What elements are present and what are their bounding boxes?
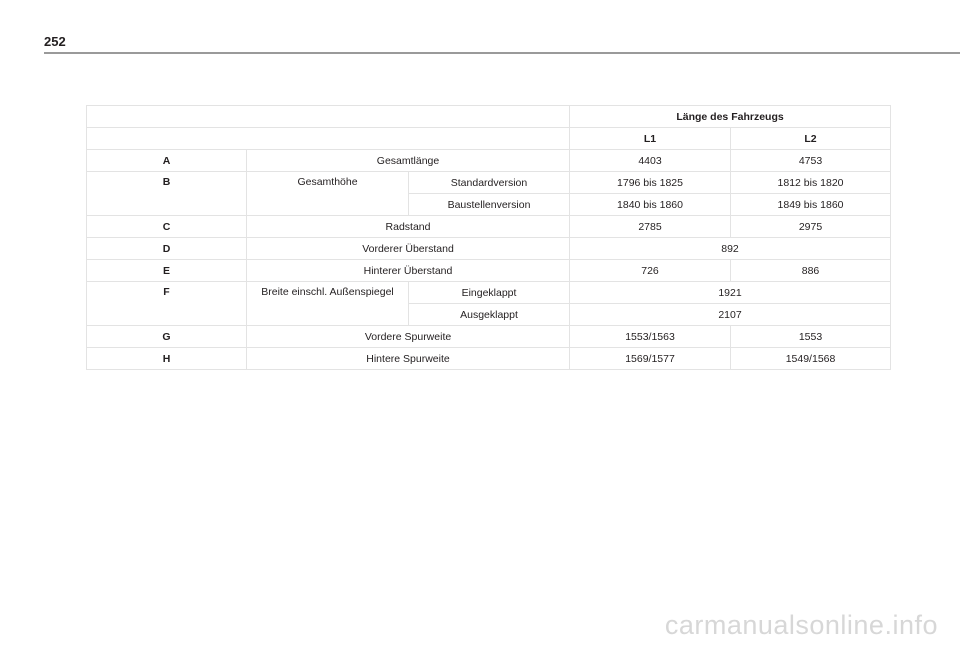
l2-value: 2975: [731, 216, 891, 238]
row-sublabel: Ausgeklappt: [409, 304, 570, 326]
empty-header-cell: [87, 128, 570, 150]
l1-value: 1569/1577: [570, 348, 731, 370]
column-l1-header: L1: [570, 128, 731, 150]
row-key: D: [87, 238, 247, 260]
l1-value: 1553/1563: [570, 326, 731, 348]
table-row: [87, 260, 891, 282]
table-row: [87, 238, 891, 260]
vehicle-dimensions-table: [86, 105, 891, 370]
header-divider: [44, 52, 960, 54]
row-label: Breite einschl. Außenspiegel: [247, 282, 409, 326]
empty-header-cell: [87, 106, 570, 128]
shared-value: 892: [570, 238, 891, 260]
watermark: carmanualsonline.info: [664, 610, 938, 640]
l2-value: 1553: [731, 326, 891, 348]
row-key: G: [87, 326, 247, 348]
table-row: [87, 348, 891, 370]
table-row: [87, 326, 891, 348]
row-label: Radstand: [247, 216, 570, 238]
l1-value: 726: [570, 260, 731, 282]
table-row: [87, 216, 891, 238]
table-row: [87, 150, 891, 172]
l1-value: 1840 bis 1860: [570, 194, 731, 216]
table-header-row: [87, 106, 891, 128]
row-label: Vordere Spurweite: [247, 326, 570, 348]
vehicle-length-header: Länge des Fahrzeugs: [570, 106, 891, 128]
table-row: [87, 282, 891, 304]
shared-value: 2107: [570, 304, 891, 326]
l2-value: 4753: [731, 150, 891, 172]
table-row: [87, 172, 891, 194]
l2-value: 1812 bis 1820: [731, 172, 891, 194]
row-label: Gesamthöhe: [247, 172, 409, 216]
l1-value: 4403: [570, 150, 731, 172]
table-subheader-row: [87, 128, 891, 150]
row-sublabel: Eingeklappt: [409, 282, 570, 304]
l2-value: 1549/1568: [731, 348, 891, 370]
row-key: C: [87, 216, 247, 238]
l1-value: 1796 bis 1825: [570, 172, 731, 194]
row-label: Hintere Spurweite: [247, 348, 570, 370]
row-label: Gesamtlänge: [247, 150, 570, 172]
column-l2-header: L2: [731, 128, 891, 150]
row-key: B: [87, 172, 247, 216]
row-key: H: [87, 348, 247, 370]
row-key: F: [87, 282, 247, 326]
row-label: Vorderer Überstand: [247, 238, 570, 260]
shared-value: 1921: [570, 282, 891, 304]
l2-value: 886: [731, 260, 891, 282]
row-sublabel: Baustellenversion: [409, 194, 570, 216]
row-key: E: [87, 260, 247, 282]
page-number: 252: [44, 34, 66, 49]
row-label: Hinterer Überstand: [247, 260, 570, 282]
l2-value: 1849 bis 1860: [731, 194, 891, 216]
l1-value: 2785: [570, 216, 731, 238]
row-sublabel: Standardversion: [409, 172, 570, 194]
row-key: A: [87, 150, 247, 172]
